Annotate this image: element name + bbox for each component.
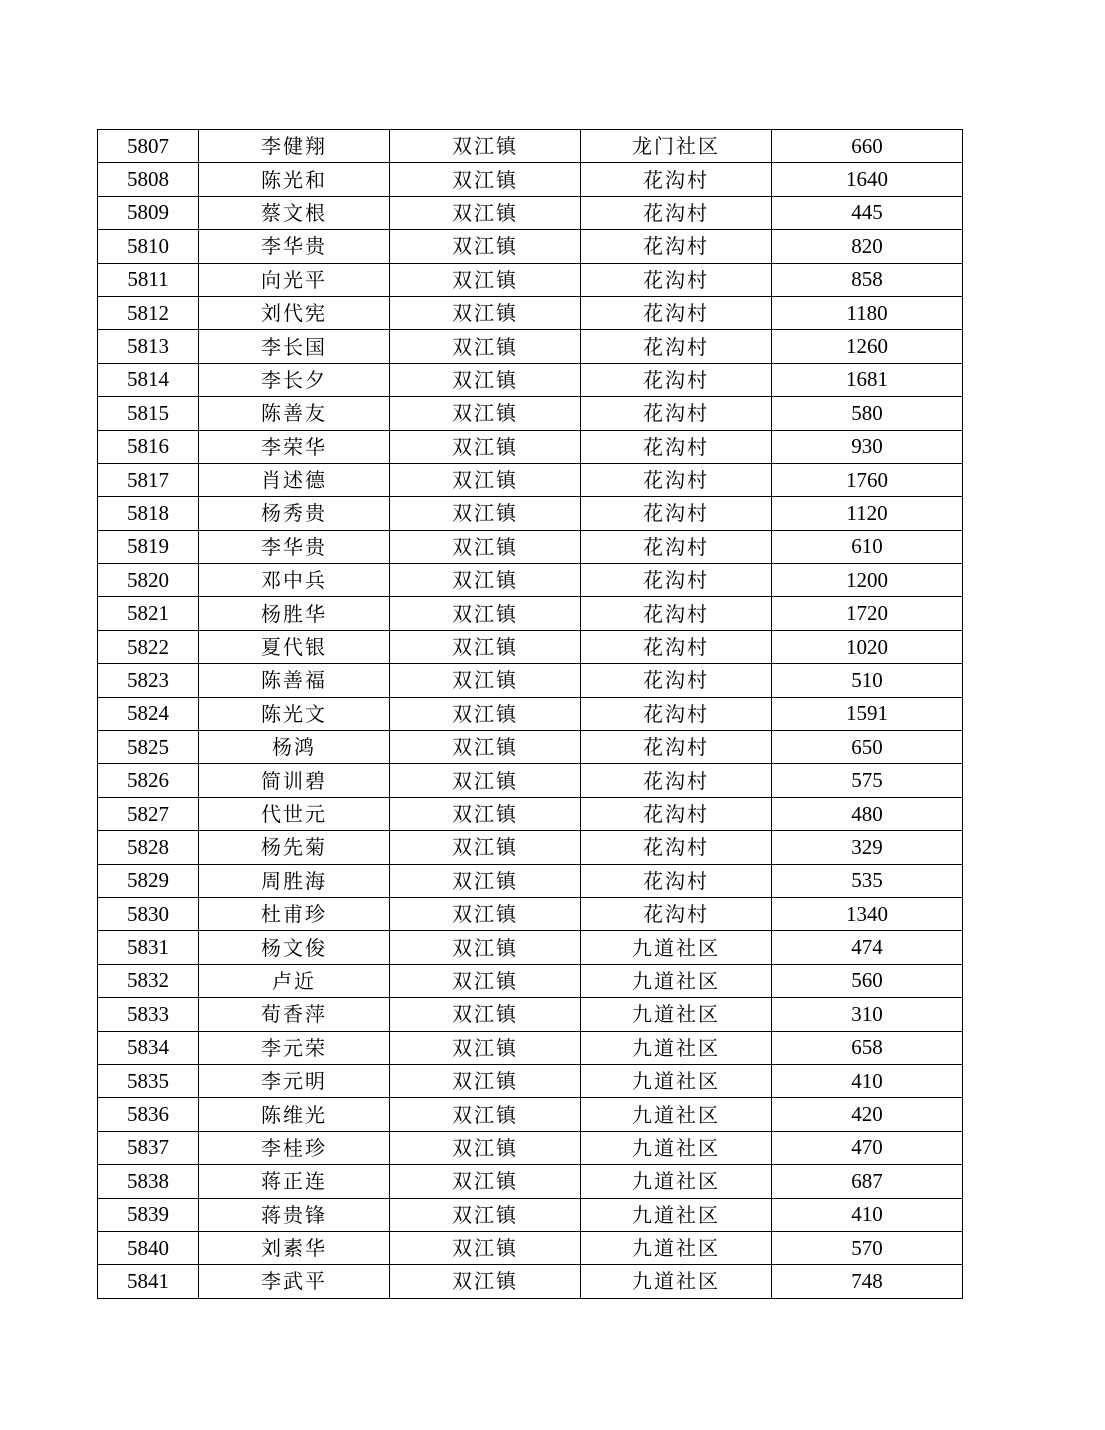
name-cell: 李华贵	[199, 530, 390, 563]
village-cell: 九道社区	[581, 1064, 772, 1097]
amount-cell: 1760	[772, 463, 963, 496]
amount-cell: 1681	[772, 363, 963, 396]
town-cell: 双江镇	[390, 530, 581, 563]
amount-cell: 445	[772, 196, 963, 229]
village-cell: 花沟村	[581, 196, 772, 229]
town-cell: 双江镇	[390, 998, 581, 1031]
amount-cell: 610	[772, 530, 963, 563]
table-row	[98, 430, 963, 463]
serial-number-cell: 5821	[98, 597, 199, 630]
town-cell: 双江镇	[390, 330, 581, 363]
table-row	[98, 664, 963, 697]
village-cell: 花沟村	[581, 564, 772, 597]
table-row	[98, 1231, 963, 1264]
village-cell: 花沟村	[581, 497, 772, 530]
serial-number-cell: 5807	[98, 130, 199, 163]
table-row	[98, 296, 963, 329]
name-cell: 李元荣	[199, 1031, 390, 1064]
name-cell: 周胜海	[199, 864, 390, 897]
serial-number-cell: 5810	[98, 230, 199, 263]
name-cell: 蒋正连	[199, 1165, 390, 1198]
village-cell: 九道社区	[581, 1231, 772, 1264]
amount-cell: 310	[772, 998, 963, 1031]
table-row	[98, 463, 963, 496]
serial-number-cell: 5837	[98, 1131, 199, 1164]
village-cell: 九道社区	[581, 1131, 772, 1164]
village-cell: 花沟村	[581, 363, 772, 396]
name-cell: 卢近	[199, 964, 390, 997]
table-row	[98, 897, 963, 930]
serial-number-cell: 5822	[98, 630, 199, 663]
table-row	[98, 931, 963, 964]
amount-cell: 660	[772, 130, 963, 163]
village-cell: 九道社区	[581, 964, 772, 997]
table-row	[98, 363, 963, 396]
table-row	[98, 530, 963, 563]
name-cell: 李华贵	[199, 230, 390, 263]
amount-cell: 687	[772, 1165, 963, 1198]
amount-cell: 1720	[772, 597, 963, 630]
name-cell: 李长国	[199, 330, 390, 363]
village-cell: 花沟村	[581, 163, 772, 196]
table-row	[98, 597, 963, 630]
town-cell: 双江镇	[390, 1165, 581, 1198]
name-cell: 夏代银	[199, 630, 390, 663]
amount-cell: 410	[772, 1198, 963, 1231]
table-row	[98, 998, 963, 1031]
name-cell: 杜甫珍	[199, 897, 390, 930]
name-cell: 陈光和	[199, 163, 390, 196]
amount-cell: 1340	[772, 897, 963, 930]
amount-cell: 1020	[772, 630, 963, 663]
village-cell: 花沟村	[581, 797, 772, 830]
serial-number-cell: 5813	[98, 330, 199, 363]
village-cell: 龙门社区	[581, 130, 772, 163]
table-row	[98, 1098, 963, 1131]
town-cell: 双江镇	[390, 1198, 581, 1231]
town-cell: 双江镇	[390, 864, 581, 897]
town-cell: 双江镇	[390, 497, 581, 530]
village-cell: 九道社区	[581, 1098, 772, 1131]
village-cell: 花沟村	[581, 330, 772, 363]
table-row	[98, 497, 963, 530]
village-cell: 花沟村	[581, 864, 772, 897]
serial-number-cell: 5835	[98, 1064, 199, 1097]
data-table	[97, 129, 963, 1299]
serial-number-cell: 5812	[98, 296, 199, 329]
table-row	[98, 1131, 963, 1164]
village-cell: 花沟村	[581, 530, 772, 563]
town-cell: 双江镇	[390, 1064, 581, 1097]
amount-cell: 510	[772, 664, 963, 697]
town-cell: 双江镇	[390, 564, 581, 597]
name-cell: 肖述德	[199, 463, 390, 496]
serial-number-cell: 5808	[98, 163, 199, 196]
serial-number-cell: 5830	[98, 897, 199, 930]
village-cell: 花沟村	[581, 831, 772, 864]
amount-cell: 474	[772, 931, 963, 964]
village-cell: 九道社区	[581, 1031, 772, 1064]
amount-cell: 480	[772, 797, 963, 830]
village-cell: 花沟村	[581, 764, 772, 797]
table-row	[98, 831, 963, 864]
table-row	[98, 163, 963, 196]
amount-cell: 748	[772, 1265, 963, 1298]
serial-number-cell: 5811	[98, 263, 199, 296]
serial-number-cell: 5836	[98, 1098, 199, 1131]
village-cell: 花沟村	[581, 630, 772, 663]
village-cell: 花沟村	[581, 430, 772, 463]
amount-cell: 930	[772, 430, 963, 463]
serial-number-cell: 5832	[98, 964, 199, 997]
town-cell: 双江镇	[390, 731, 581, 764]
amount-cell: 575	[772, 764, 963, 797]
name-cell: 李长夕	[199, 363, 390, 396]
serial-number-cell: 5809	[98, 196, 199, 229]
serial-number-cell: 5817	[98, 463, 199, 496]
amount-cell: 570	[772, 1231, 963, 1264]
village-cell: 九道社区	[581, 1165, 772, 1198]
serial-number-cell: 5833	[98, 998, 199, 1031]
name-cell: 荀香萍	[199, 998, 390, 1031]
table-row	[98, 196, 963, 229]
serial-number-cell: 5820	[98, 564, 199, 597]
amount-cell: 658	[772, 1031, 963, 1064]
village-cell: 九道社区	[581, 1198, 772, 1231]
name-cell: 杨秀贵	[199, 497, 390, 530]
name-cell: 蒋贵锋	[199, 1198, 390, 1231]
village-cell: 九道社区	[581, 1265, 772, 1298]
amount-cell: 1260	[772, 330, 963, 363]
town-cell: 双江镇	[390, 263, 581, 296]
table-row	[98, 397, 963, 430]
town-cell: 双江镇	[390, 797, 581, 830]
town-cell: 双江镇	[390, 1031, 581, 1064]
table-row	[98, 697, 963, 730]
table-row	[98, 731, 963, 764]
town-cell: 双江镇	[390, 664, 581, 697]
serial-number-cell: 5819	[98, 530, 199, 563]
serial-number-cell: 5816	[98, 430, 199, 463]
serial-number-cell: 5829	[98, 864, 199, 897]
town-cell: 双江镇	[390, 1231, 581, 1264]
serial-number-cell: 5839	[98, 1198, 199, 1231]
name-cell: 刘素华	[199, 1231, 390, 1264]
table-row	[98, 1265, 963, 1298]
town-cell: 双江镇	[390, 630, 581, 663]
town-cell: 双江镇	[390, 196, 581, 229]
town-cell: 双江镇	[390, 163, 581, 196]
table-row	[98, 764, 963, 797]
name-cell: 邓中兵	[199, 564, 390, 597]
town-cell: 双江镇	[390, 363, 581, 396]
amount-cell: 420	[772, 1098, 963, 1131]
table-row	[98, 797, 963, 830]
village-cell: 花沟村	[581, 897, 772, 930]
name-cell: 代世元	[199, 797, 390, 830]
amount-cell: 470	[772, 1131, 963, 1164]
town-cell: 双江镇	[390, 931, 581, 964]
table-row	[98, 330, 963, 363]
table-row	[98, 1031, 963, 1064]
name-cell: 刘代宪	[199, 296, 390, 329]
serial-number-cell: 5818	[98, 497, 199, 530]
town-cell: 双江镇	[390, 1265, 581, 1298]
amount-cell: 1640	[772, 163, 963, 196]
table-row	[98, 1064, 963, 1097]
serial-number-cell: 5838	[98, 1165, 199, 1198]
serial-number-cell: 5841	[98, 1265, 199, 1298]
town-cell: 双江镇	[390, 831, 581, 864]
town-cell: 双江镇	[390, 697, 581, 730]
table-row	[98, 230, 963, 263]
name-cell: 向光平	[199, 263, 390, 296]
serial-number-cell: 5814	[98, 363, 199, 396]
amount-cell: 580	[772, 397, 963, 430]
amount-cell: 535	[772, 864, 963, 897]
amount-cell: 858	[772, 263, 963, 296]
table-row	[98, 864, 963, 897]
name-cell: 陈维光	[199, 1098, 390, 1131]
serial-number-cell: 5834	[98, 1031, 199, 1064]
town-cell: 双江镇	[390, 397, 581, 430]
village-cell: 花沟村	[581, 263, 772, 296]
village-cell: 花沟村	[581, 463, 772, 496]
serial-number-cell: 5831	[98, 931, 199, 964]
town-cell: 双江镇	[390, 597, 581, 630]
amount-cell: 329	[772, 831, 963, 864]
name-cell: 李荣华	[199, 430, 390, 463]
name-cell: 陈光文	[199, 697, 390, 730]
name-cell: 杨胜华	[199, 597, 390, 630]
serial-number-cell: 5815	[98, 397, 199, 430]
amount-cell: 560	[772, 964, 963, 997]
serial-number-cell: 5823	[98, 664, 199, 697]
name-cell: 李武平	[199, 1265, 390, 1298]
amount-cell: 1591	[772, 697, 963, 730]
table-row	[98, 1198, 963, 1231]
village-cell: 花沟村	[581, 597, 772, 630]
table-row	[98, 964, 963, 997]
serial-number-cell: 5840	[98, 1231, 199, 1264]
table-row	[98, 630, 963, 663]
village-cell: 花沟村	[581, 697, 772, 730]
name-cell: 杨文俊	[199, 931, 390, 964]
serial-number-cell: 5826	[98, 764, 199, 797]
village-cell: 花沟村	[581, 230, 772, 263]
amount-cell: 650	[772, 731, 963, 764]
name-cell: 陈善福	[199, 664, 390, 697]
name-cell: 杨鸿	[199, 731, 390, 764]
village-cell: 花沟村	[581, 664, 772, 697]
table-body	[98, 130, 963, 1299]
town-cell: 双江镇	[390, 463, 581, 496]
name-cell: 李健翔	[199, 130, 390, 163]
amount-cell: 410	[772, 1064, 963, 1097]
table-row	[98, 1165, 963, 1198]
town-cell: 双江镇	[390, 130, 581, 163]
town-cell: 双江镇	[390, 296, 581, 329]
village-cell: 花沟村	[581, 296, 772, 329]
table-row	[98, 564, 963, 597]
table-row	[98, 130, 963, 163]
town-cell: 双江镇	[390, 230, 581, 263]
name-cell: 李桂珍	[199, 1131, 390, 1164]
town-cell: 双江镇	[390, 764, 581, 797]
town-cell: 双江镇	[390, 1098, 581, 1131]
village-cell: 花沟村	[581, 397, 772, 430]
amount-cell: 820	[772, 230, 963, 263]
serial-number-cell: 5827	[98, 797, 199, 830]
name-cell: 李元明	[199, 1064, 390, 1097]
name-cell: 蔡文根	[199, 196, 390, 229]
serial-number-cell: 5825	[98, 731, 199, 764]
village-cell: 花沟村	[581, 731, 772, 764]
town-cell: 双江镇	[390, 430, 581, 463]
village-cell: 九道社区	[581, 998, 772, 1031]
town-cell: 双江镇	[390, 964, 581, 997]
name-cell: 杨先菊	[199, 831, 390, 864]
table-row	[98, 263, 963, 296]
town-cell: 双江镇	[390, 1131, 581, 1164]
village-cell: 九道社区	[581, 931, 772, 964]
serial-number-cell: 5828	[98, 831, 199, 864]
amount-cell: 1200	[772, 564, 963, 597]
amount-cell: 1120	[772, 497, 963, 530]
amount-cell: 1180	[772, 296, 963, 329]
name-cell: 陈善友	[199, 397, 390, 430]
serial-number-cell: 5824	[98, 697, 199, 730]
town-cell: 双江镇	[390, 897, 581, 930]
name-cell: 简训碧	[199, 764, 390, 797]
